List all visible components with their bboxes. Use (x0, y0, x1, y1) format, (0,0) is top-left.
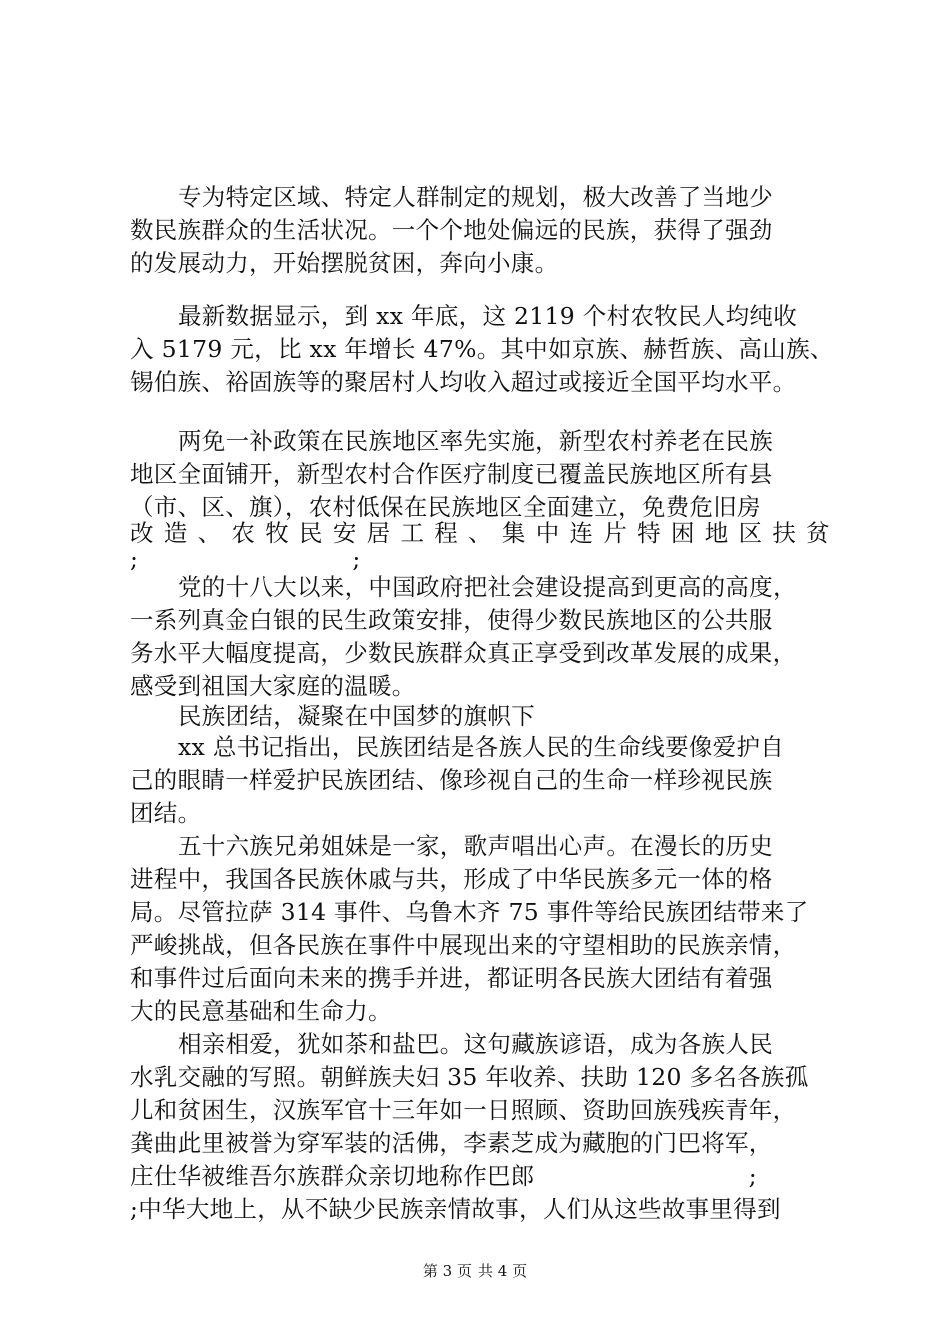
text-line: 严峻挑战，但各民族在事件中展现出来的守望相助的民族亲情， (130, 931, 797, 959)
text-line: 儿和贫困生，汉族军官十三年如一日照顾、资助回族残疾青年， (130, 1096, 797, 1124)
text-line: 水乳交融的写照。朝鲜族夫妇 35 年收养、扶助 120 多名各族孤 (130, 1063, 809, 1091)
text-line: 一系列真金白银的民生政策安排，使得少数民族地区的公共服 (130, 606, 773, 634)
text-line: xx 总书记指出，民族团结是各族人民的生命线要像爱护自 (178, 733, 785, 761)
text-line: 最新数据显示，到 xx 年底，这 2119 个村农牧民人均纯收 (178, 302, 797, 330)
text-line: ;中华大地上，从不缺少民族亲情故事，人们从这些故事里得到 (130, 1195, 781, 1223)
text-line: 地区全面铺开，新型农村合作医疗制度已覆盖民族地区所有县 (130, 460, 773, 488)
text-line: 进程中，我国各民族休戚与共，形成了中华民族多元一体的格 (130, 865, 773, 893)
text-line: 数民族群众的生活状况。一个个地处偏远的民族，获得了强劲 (130, 216, 773, 244)
text-line: （市、区、旗），农村低保在民族地区全面建立，免费危旧房 (130, 493, 761, 521)
text-line: 锡伯族、裕固族等的聚居村人均收入超过或接近全国平均水平。 (130, 368, 797, 396)
text-line: 的发展动力，开始摆脱贫困，奔向小康。 (130, 249, 559, 277)
text-line: 龚曲此里被誉为穿军装的活佛，李素芝成为藏胞的门巴将军， (130, 1129, 773, 1157)
text-line: 己的眼睛一样爱护民族团结、像珍视自己的生命一样珍视民族 (130, 766, 773, 794)
text-line: 相亲相爱，犹如茶和盐巴。这句藏族谚语，成为各族人民 (178, 1030, 773, 1058)
text-line: 两免一补政策在民族地区率先实施，新型农村养老在民族 (178, 427, 773, 455)
text-line: 专为特定区域、特定人群制定的规划，极大改善了当地少 (178, 183, 773, 211)
page-number: 第 3 页 (422, 1262, 472, 1280)
text-line: 团结。 (130, 799, 202, 827)
page-footer (0, 1262, 950, 1280)
text-line: 和事件过后面向未来的携手并进，都证明各民族大团结有着强 (130, 964, 773, 992)
text-line: 务水平大幅度提高，少数民族群众真正享受到改革发展的成果， (130, 639, 797, 667)
text-line: 局。尽管拉萨 314 事件、乌鲁木齐 75 事件等给民族团结带来了 (130, 898, 809, 926)
section-heading: 民族团结，凝聚在中国梦的旗帜下 (178, 702, 535, 730)
text-line: 感受到祖国大家庭的温暖。 (130, 672, 416, 700)
text-line: 五十六族兄弟姐妹是一家，歌声唱出心声。在漫长的历史 (178, 832, 773, 860)
text-line: ; ; (130, 545, 361, 573)
text-line: 党的十八大以来，中国政府把社会建设提高到更高的高度， (178, 573, 797, 601)
page-total: 共 4 页 (478, 1262, 528, 1280)
text-line: 庄仕华被维吾尔族群众亲切地称作巴郎 ; (130, 1162, 758, 1190)
text-line: 大的民意基础和生命力。 (130, 997, 392, 1025)
text-line: 入 5179 元，比 xx 年增长 47%。其中如京族、赫哲族、高山族、 (130, 335, 834, 363)
text-line: 改造、农牧民安居工程、集中连片特困地区扶贫 (130, 519, 830, 547)
